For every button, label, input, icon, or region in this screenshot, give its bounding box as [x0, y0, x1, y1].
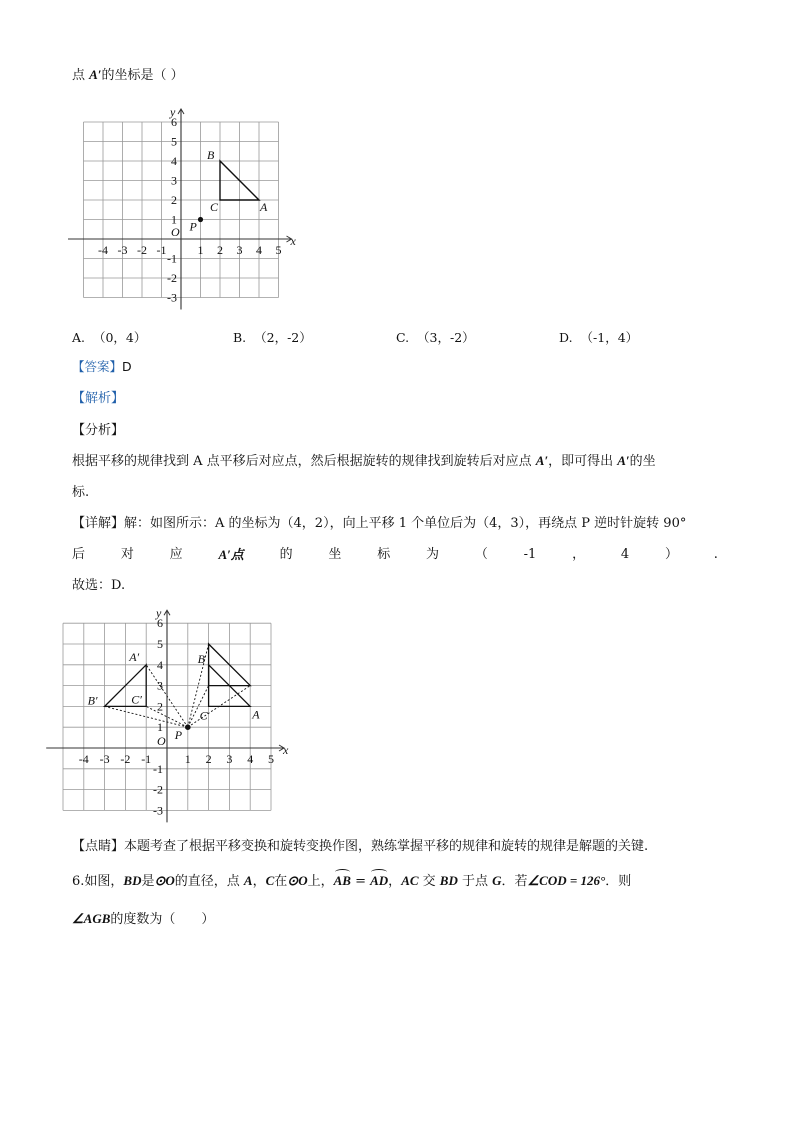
- y-tick-label: 1: [171, 212, 177, 227]
- answer-value: D: [122, 359, 132, 374]
- fenxi-tag: 【分析】: [72, 423, 125, 438]
- coordinate-graph-1: [66, 98, 296, 316]
- x-tick-label: 5: [268, 752, 274, 766]
- x-tick-label: -1: [156, 243, 167, 257]
- x-tick-label: 4: [247, 752, 254, 766]
- y-axis-label: y: [170, 105, 176, 119]
- y-tick-label: 5: [171, 134, 177, 149]
- question-stem: 点 A′的坐标是（ ）: [72, 67, 184, 83]
- x-tick-label: 1: [184, 752, 191, 766]
- fenxi-line-1: 根据平移的规律找到 A 点平移后对应点，然后根据旋转的规律找到旋转后对应点 A′，即可得出 A′的坐: [72, 453, 656, 469]
- point-p: [198, 217, 203, 222]
- label-b-prime: B′: [87, 693, 98, 708]
- answer-line: [72, 358, 132, 376]
- point-a-prime: A′: [89, 67, 102, 82]
- q6-line-2: ∠AGB的度数为（ ）: [72, 911, 215, 927]
- x-axis-label: x: [283, 743, 289, 757]
- option-c[interactable]: C. （3，-2）: [396, 330, 475, 345]
- detail-line-3: 故选：D.: [72, 578, 126, 593]
- origin-label: O: [157, 734, 166, 748]
- y-tick-label: 4: [171, 154, 177, 168]
- x-axis-label: x: [290, 234, 296, 248]
- label-p: P: [174, 728, 183, 743]
- x-tick-label: 1: [197, 243, 204, 257]
- comment-tag: 【点睛】: [72, 839, 125, 854]
- x-tick-label: 2: [217, 243, 223, 257]
- y-tick-label: -3: [167, 290, 177, 305]
- x-tick-label: -4: [98, 243, 108, 257]
- y-tick-label: 2: [157, 699, 163, 714]
- label-c: C: [210, 200, 219, 214]
- option-a[interactable]: A. （0，4）: [72, 330, 147, 345]
- label-b: B: [207, 148, 215, 162]
- x-tick-label: 5: [275, 243, 282, 257]
- y-tick-label: 3: [157, 678, 163, 693]
- x-tick-label: -2: [137, 243, 147, 257]
- x-tick-label: 2: [205, 752, 212, 766]
- detail-line-2: 后 对 应 A′点 的 坐 标 为 （ -1 ， 4 ） .: [72, 547, 718, 562]
- x-tick-label: -3: [99, 752, 110, 766]
- x-tick-label: -4: [78, 752, 89, 766]
- x-tick-label: 4: [256, 243, 262, 257]
- x-tick-label: -3: [117, 243, 128, 257]
- y-tick-label: 3: [171, 173, 177, 188]
- y-tick-label: -1: [153, 761, 163, 776]
- arc-ab: AB: [333, 873, 351, 888]
- y-tick-label: -2: [167, 271, 177, 285]
- origin-label: O: [171, 225, 180, 239]
- point-p: [185, 724, 191, 730]
- comment-line: 【点睛】本题考查了根据平移变换和旋转变换作图，熟练掌握平移的规律和旋转的规律是解题的关键.: [72, 839, 649, 854]
- label-c: C: [199, 708, 208, 723]
- y-axis-label: y: [156, 606, 162, 621]
- y-tick-label: 4: [157, 657, 163, 672]
- q6-line-1: 6.如图，BD是⊙O的直径，点 A，C在⊙O上，AB = AD，AC 交 BD 于点 G．若∠COD = 126°．则: [72, 873, 632, 889]
- y-tick-label: 1: [157, 720, 163, 735]
- analysis-tag: 【解析】: [72, 391, 125, 406]
- y-tick-label: 6: [171, 115, 177, 129]
- label-a-prime: A′: [129, 649, 140, 664]
- detail-line-1: 【详解】解：如图所示：A 的坐标为（4，2），向上平移 1 个单位后为（4，3），再绕点 P 逆时针旋转 90°: [72, 516, 687, 531]
- x-tick-label: -1: [141, 752, 152, 766]
- label-a: A: [260, 200, 268, 214]
- y-tick-label: -3: [153, 803, 163, 818]
- y-tick-label: 6: [157, 616, 163, 631]
- y-tick-label: -1: [167, 251, 177, 266]
- detail-tag: 【详解】: [72, 516, 125, 531]
- option-d[interactable]: D. （-1，4）: [559, 330, 639, 345]
- y-tick-label: 2: [171, 193, 177, 207]
- fenxi-line-2: 标.: [72, 485, 90, 500]
- coordinate-graph-2: [66, 602, 288, 826]
- label-p: P: [189, 219, 197, 234]
- x-tick-label: 3: [236, 243, 243, 257]
- y-tick-label: -2: [153, 782, 163, 797]
- option-b[interactable]: B. （2，-2）: [233, 330, 312, 345]
- y-tick-label: 5: [157, 637, 163, 651]
- x-tick-label: 3: [226, 752, 233, 766]
- x-tick-label: -2: [120, 752, 131, 766]
- label-a: A: [252, 707, 260, 722]
- arc-ad: AD: [370, 873, 389, 888]
- label-b: B: [197, 651, 205, 666]
- label-c-prime: C′: [131, 692, 142, 707]
- answer-tag: 【答案】: [72, 359, 123, 374]
